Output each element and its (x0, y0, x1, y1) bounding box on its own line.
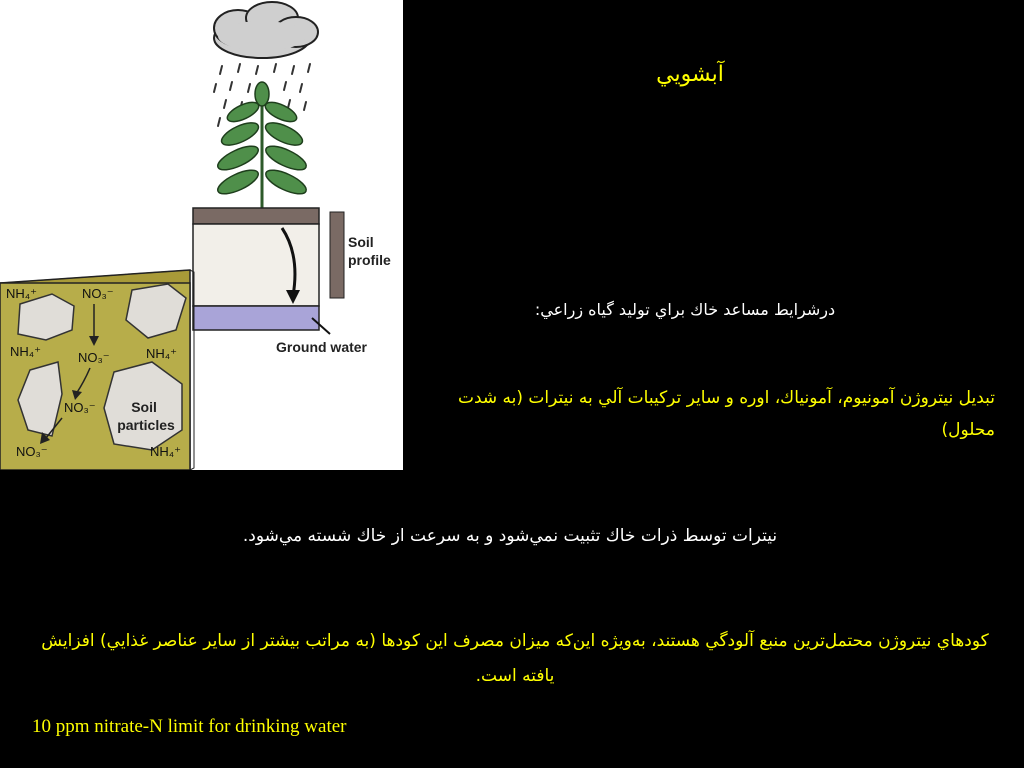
ground-water-label: Ground water (276, 339, 368, 355)
ion-no3-c: NO₃⁻ (64, 400, 96, 415)
ion-nh4-a: NH₄⁺ (6, 286, 37, 301)
slide-title: آبشويي (656, 62, 724, 87)
ion-no3-b: NO₃⁻ (78, 350, 110, 365)
ion-nh4-d: NH₄⁺ (150, 444, 181, 459)
soil-column (193, 208, 319, 330)
soil-particles-label: Soil particles (117, 399, 175, 433)
fertilizer-text: كودهاي نيتروژن محتمل‌ترين منبع آلودگي هستند، به‌ويژه اين‌كه ميزان مصرف اين كودها (به مراتب بيشتر از ساير عناصر غذايي) افزايش يافته است. (41, 631, 989, 686)
ion-no3-a: NO₃⁻ (82, 286, 114, 301)
conversion-text: تبديل نيتروژن آمونيوم، آمونياك، اوره و ساير تركيبات آلي به نيترات (به شدت محلول) (457, 388, 995, 440)
ion-nh4-b: NH₄⁺ (10, 344, 41, 359)
leaching-diagram (0, 0, 403, 470)
fixation-text: نيترات توسط ذرات خاك تثبيت نمي‌شود و به سرعت از خاك شسته مي‌شود. (242, 526, 778, 546)
ion-no3-d: NO₃⁻ (16, 444, 48, 459)
ion-nh4-c: NH₄⁺ (146, 346, 177, 361)
drinking-water-limit-note: 10 ppm nitrate-N limit for drinking water (32, 716, 347, 737)
soil-profile-label: Soil profile (348, 234, 391, 268)
conditions-text: درشرايط مساعد خاك براي توليد گياه زراعي: (534, 300, 836, 319)
soil-profile-bar (330, 212, 344, 298)
